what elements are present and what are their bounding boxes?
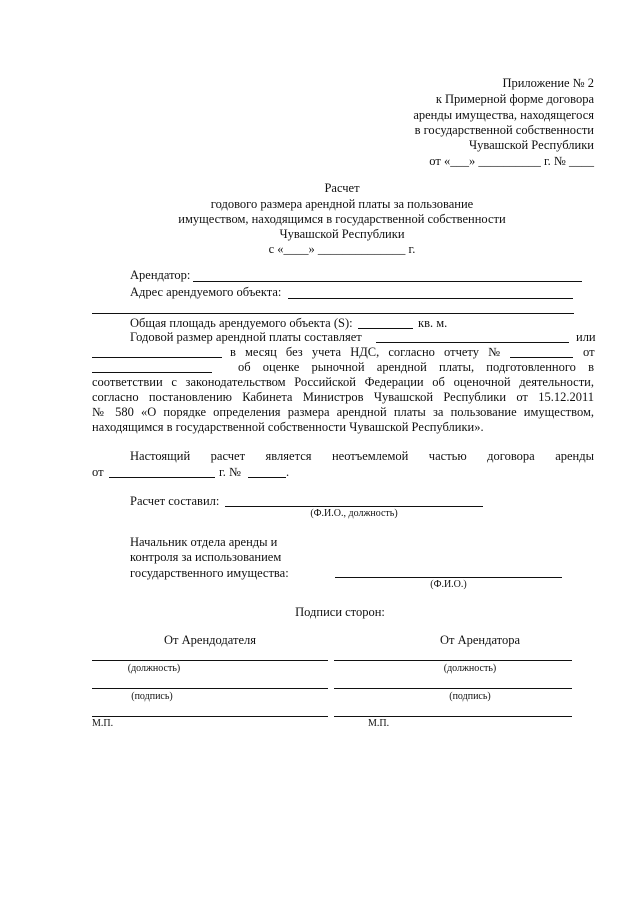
law-line-4: находящимся в государственной собственности Чувашской Республики». (92, 420, 484, 434)
tenant-heading: От Арендатора (439, 633, 521, 647)
integral-from: от (92, 465, 104, 479)
head-field-line[interactable] (335, 577, 562, 578)
landlord-signature-caption: (подпись) (131, 691, 173, 702)
prepared-caption: (Ф.И.О., должность) (310, 508, 398, 519)
landlord-stamp-line[interactable] (92, 716, 328, 717)
valuation-text: об оценке рыночной арендной платы, подготовленного в (238, 360, 594, 374)
head-line-1: Начальник отдела аренды и (130, 535, 278, 549)
integral-end: . (286, 465, 290, 479)
appendix-line-5: Чувашской Республики (468, 138, 594, 152)
address-label: Адрес арендуемого объекта: (130, 285, 282, 299)
tenant-position-caption: (должность) (443, 663, 497, 674)
head-line-3: государственного имущества: (130, 566, 289, 580)
tenant-field-line[interactable] (193, 281, 582, 282)
title-line-4: Чувашской Республики (279, 227, 405, 241)
head-line-2: контроля за использованием (130, 550, 282, 564)
monthly-amount-line[interactable] (92, 357, 222, 358)
area-unit: кв. м. (418, 316, 448, 330)
appendix-line-2: к Примерной форме договора (435, 92, 594, 106)
tenant-signature-line[interactable] (334, 688, 572, 689)
appendix-line-1: Приложение № 2 (502, 76, 594, 90)
appendix-line-4: в государственной собственности (414, 123, 594, 137)
rent-amount-line[interactable] (376, 342, 569, 343)
landlord-heading: От Арендодателя (164, 633, 256, 647)
area-field-line[interactable] (358, 328, 413, 329)
month-text: в месяц без учета НДС, согласно отчету № (230, 345, 500, 359)
title-line-3: имуществом, находящимся в государственной собственности (178, 212, 506, 226)
landlord-position-caption: (должность) (127, 663, 181, 674)
head-caption: (Ф.И.О.) (430, 579, 467, 590)
tenant-label: Арендатор: (130, 268, 191, 282)
tenant-stamp: М.П. (368, 718, 390, 729)
integral-line-1: Настоящий расчет является неотъемлемой частью договора аренды (130, 449, 594, 463)
signatures-title: Подписи сторон: (295, 605, 385, 619)
rent-label: Годовой размер арендной платы составляет (130, 330, 362, 344)
contract-date-line[interactable] (109, 477, 215, 478)
appendix-line-6: от «___» __________ г. № ____ (429, 154, 594, 168)
report-date-line[interactable] (92, 372, 212, 373)
law-line-2: согласно постановлению Кабинета Министров Чувашской Республики от 15.12.2011 (92, 390, 594, 404)
landlord-signature-line[interactable] (92, 688, 328, 689)
law-line-1: соответствии с законодательством Российской Федерации об оценочной деятельности, (92, 375, 594, 389)
integral-year-no: г. № (219, 465, 241, 479)
prepared-field-line[interactable] (225, 506, 483, 507)
address-field-line-2[interactable] (92, 313, 574, 314)
landlord-position-line[interactable] (92, 660, 328, 661)
tenant-stamp-line[interactable] (334, 716, 572, 717)
law-line-3: № 580 «О порядке определения размера арендной платы за пользование имуществом, (92, 405, 594, 419)
title-line-2: годового размера арендной платы за пользование (210, 197, 474, 211)
landlord-stamp: М.П. (92, 718, 114, 729)
area-label: Общая площадь арендуемого объекта (S): (130, 316, 353, 330)
tenant-position-line[interactable] (334, 660, 572, 661)
contract-number-line[interactable] (248, 477, 286, 478)
report-number-line[interactable] (510, 357, 573, 358)
title-line-5: с «____» ______________ г. (268, 242, 416, 256)
address-field-line[interactable] (288, 298, 573, 299)
prepared-label: Расчет составил: (130, 494, 220, 508)
title-line-1: Расчет (324, 181, 360, 195)
rent-or: или (576, 330, 596, 344)
report-from: от (583, 345, 595, 359)
tenant-signature-caption: (подпись) (449, 691, 491, 702)
appendix-line-3: аренды имущества, находящегося (413, 108, 594, 122)
